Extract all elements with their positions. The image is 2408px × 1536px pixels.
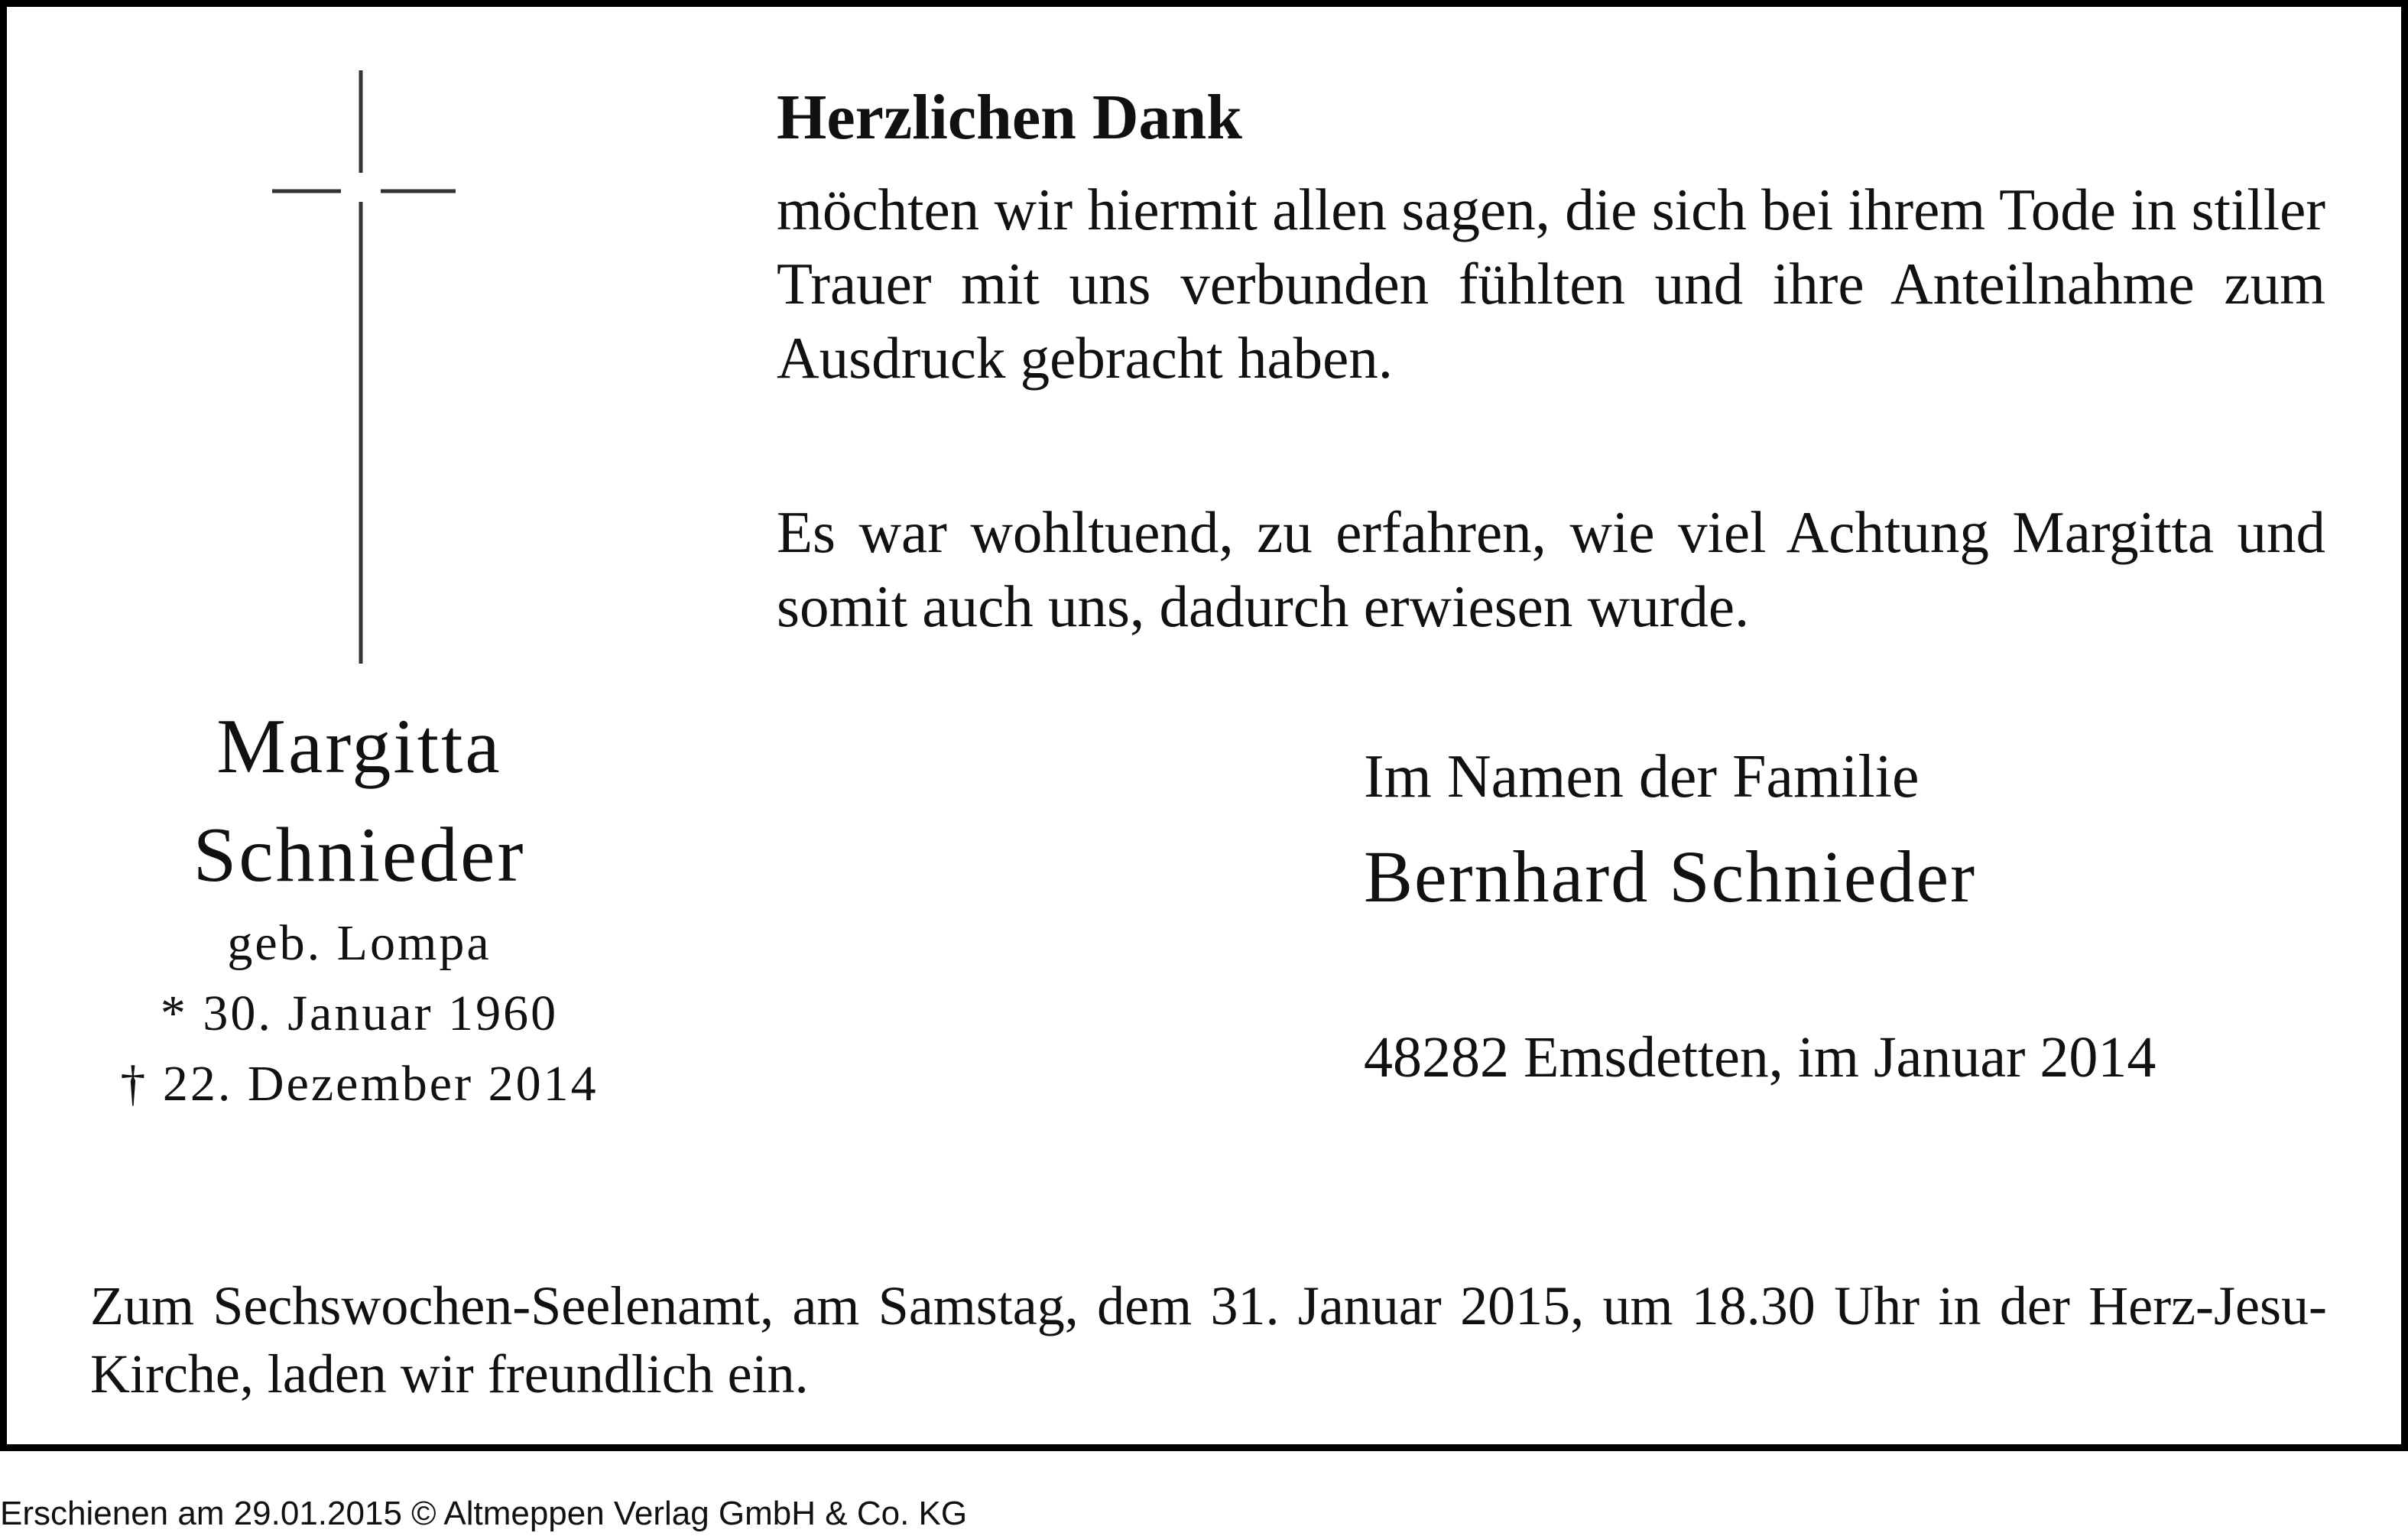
- thanks-paragraph: möchten wir hiermit allen sagen, die sich bei ihrem Tode in stiller Trauer mit uns verbunden fühlten und ihre Anteilnahme zum Ausdruck gebracht haben.: [777, 177, 2325, 391]
- deceased-maiden-name: geb. Lompa: [227, 915, 492, 971]
- family-label: Im Namen der Familie: [1364, 743, 1920, 810]
- respect-paragraph: Es war wohltuend, zu erfahren, wie viel Achtung Margitta und somit auch uns, dadurch erwiesen wurde.: [777, 499, 2325, 639]
- place-date: 48282 Emsdetten, im Januar 2014: [1364, 1025, 2156, 1089]
- deceased-given-name: Margitta: [216, 703, 502, 790]
- birth-date: * 30. Januar 1960: [160, 986, 559, 1041]
- publication-credit: Erschienen am 29.01.2015 © Altmeppen Verlag GmbH & Co. KG: [0, 1495, 968, 1532]
- mass-invitation: Zum Sechswochen-Seelenamt, am Samstag, dem 31. Januar 2015, um 18.30 Uhr in der Herz-Jesu-Kirche, laden wir freundlich ein.: [90, 1275, 2327, 1404]
- thanks-heading: Herzlichen Dank: [777, 82, 1242, 153]
- death-date: † 22. Dezember 2014: [120, 1056, 599, 1112]
- deceased-family-name: Schnieder: [193, 812, 526, 898]
- family-signer: Bernhard Schnieder: [1364, 836, 1977, 917]
